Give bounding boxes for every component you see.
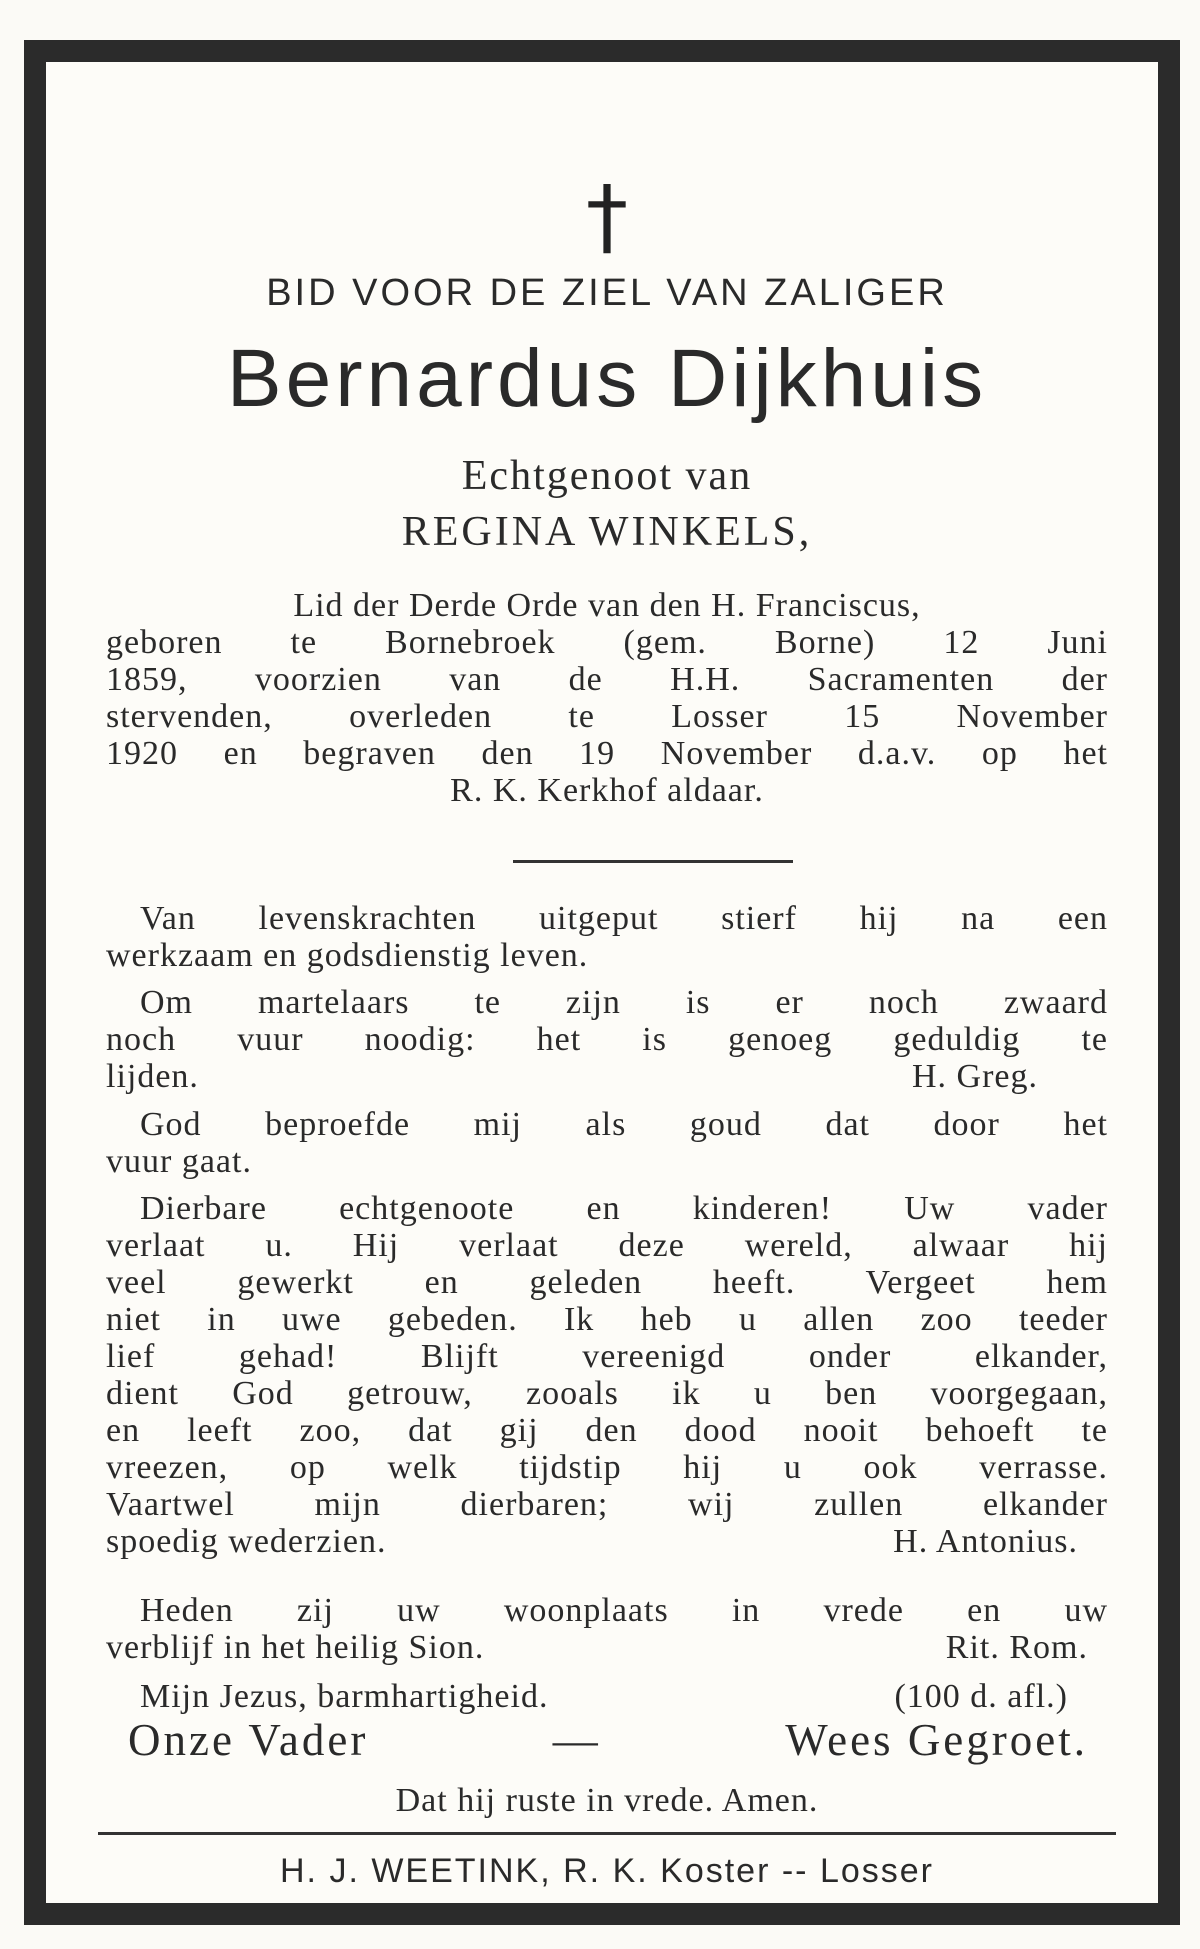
paragraph-5 <box>106 1592 1108 1666</box>
ejaculation: Mijn Jezus, barmhartigheid. <box>140 1678 549 1715</box>
bio-line: geboren te Bornebroek (gem. Borne) 12 Juni <box>106 624 1108 661</box>
prayers-row <box>106 1715 1108 1765</box>
ejaculation-row <box>106 1678 1108 1715</box>
prayer-dash: — <box>552 1715 601 1765</box>
bio-line: R. K. Kerkhof aldaar. <box>450 772 764 809</box>
text-line: verlaat u. Hij verlaat deze wereld, alwaar hij <box>106 1227 1108 1264</box>
memorial-card <box>24 40 1180 1925</box>
paragraph-4 <box>106 1190 1108 1560</box>
attribution: H. Antonius. <box>893 1523 1078 1560</box>
text-line: niet in uwe gebeden. Ik heb u allen zoo teeder <box>106 1301 1108 1338</box>
indulgence: (100 d. afl.) <box>894 1678 1068 1715</box>
paragraph-1 <box>106 900 1108 974</box>
spouse-label: Echtgenoot van <box>461 453 753 499</box>
biography <box>106 587 1108 809</box>
text-line: vuur gaat. <box>106 1143 252 1180</box>
text-line: lief gehad! Blijft vereenigd onder elkander, <box>106 1338 1108 1375</box>
text-line: lijden. <box>106 1058 199 1095</box>
text-line: God beproefde mij als goud dat door het <box>140 1106 1108 1143</box>
bio-line: 1859, voorzien van de H.H. Sacramenten der <box>106 661 1108 698</box>
attribution-row <box>106 1629 1108 1666</box>
attribution: Rit. Rom. <box>945 1629 1088 1666</box>
text-line: dient God getrouw, zooals ik u ben voorgegaan, <box>106 1375 1108 1412</box>
paragraph-3 <box>106 1106 1108 1180</box>
prayer-hail-mary: Wees Gegroet. <box>785 1715 1088 1765</box>
text-line: noch vuur noodig: het is genoeg geduldig te <box>106 1021 1108 1058</box>
text-line: Heden zij uw woonplaats in vrede en uw <box>140 1592 1108 1629</box>
text-line: Om martelaars te zijn is er noch zwaard <box>140 984 1108 1021</box>
card-content <box>106 62 1108 1903</box>
attribution: H. Greg. <box>911 1058 1038 1095</box>
text-line: Dierbare echtgenoote en kinderen! Uw vader <box>140 1190 1108 1227</box>
text-line: vreezen, op welk tijdstip hij u ook verrasse. <box>106 1449 1108 1486</box>
text-line: Vaartwel mijn dierbaren; wij zullen elkander <box>106 1486 1108 1523</box>
bio-line: Lid der Derde Orde van den H. Franciscus, <box>293 587 921 624</box>
cross-icon: † <box>586 167 628 265</box>
bio-line: stervenden, overleden te Losser 15 November <box>106 698 1108 735</box>
attribution-row <box>106 1058 1108 1095</box>
prayer-our-father: Onze Vader <box>128 1715 369 1765</box>
text-line: veel gewerkt en geleden heeft. Vergeet hem <box>106 1264 1108 1301</box>
prayer-heading: BID VOOR DE ZIEL VAN ZALIGER <box>266 272 948 314</box>
deceased-name: Bernardus Dijkhuis <box>226 333 988 424</box>
text-line: verblijf in het heilig Sion. <box>106 1629 485 1666</box>
divider <box>513 860 793 863</box>
rest-in-peace: Dat hij ruste in vrede. Amen. <box>395 1782 819 1819</box>
printer-credit: H. J. WEETINK, R. K. Koster -- Losser <box>280 1852 934 1890</box>
paragraph-2 <box>106 984 1108 1095</box>
text-line: werkzaam en godsdienstig leven. <box>106 937 589 974</box>
text-line: en leeft zoo, dat gij den dood nooit behoeft te <box>106 1412 1108 1449</box>
text-line: Van levenskrachten uitgeput stierf hij na een <box>140 900 1108 937</box>
text-line: spoedig wederzien. <box>106 1523 387 1560</box>
spouse-name: REGINA WINKELS, <box>401 509 813 555</box>
bio-line: 1920 en begraven den 19 November d.a.v. op het <box>106 735 1108 772</box>
attribution-row <box>106 1523 1108 1560</box>
footer-divider <box>98 1832 1116 1835</box>
